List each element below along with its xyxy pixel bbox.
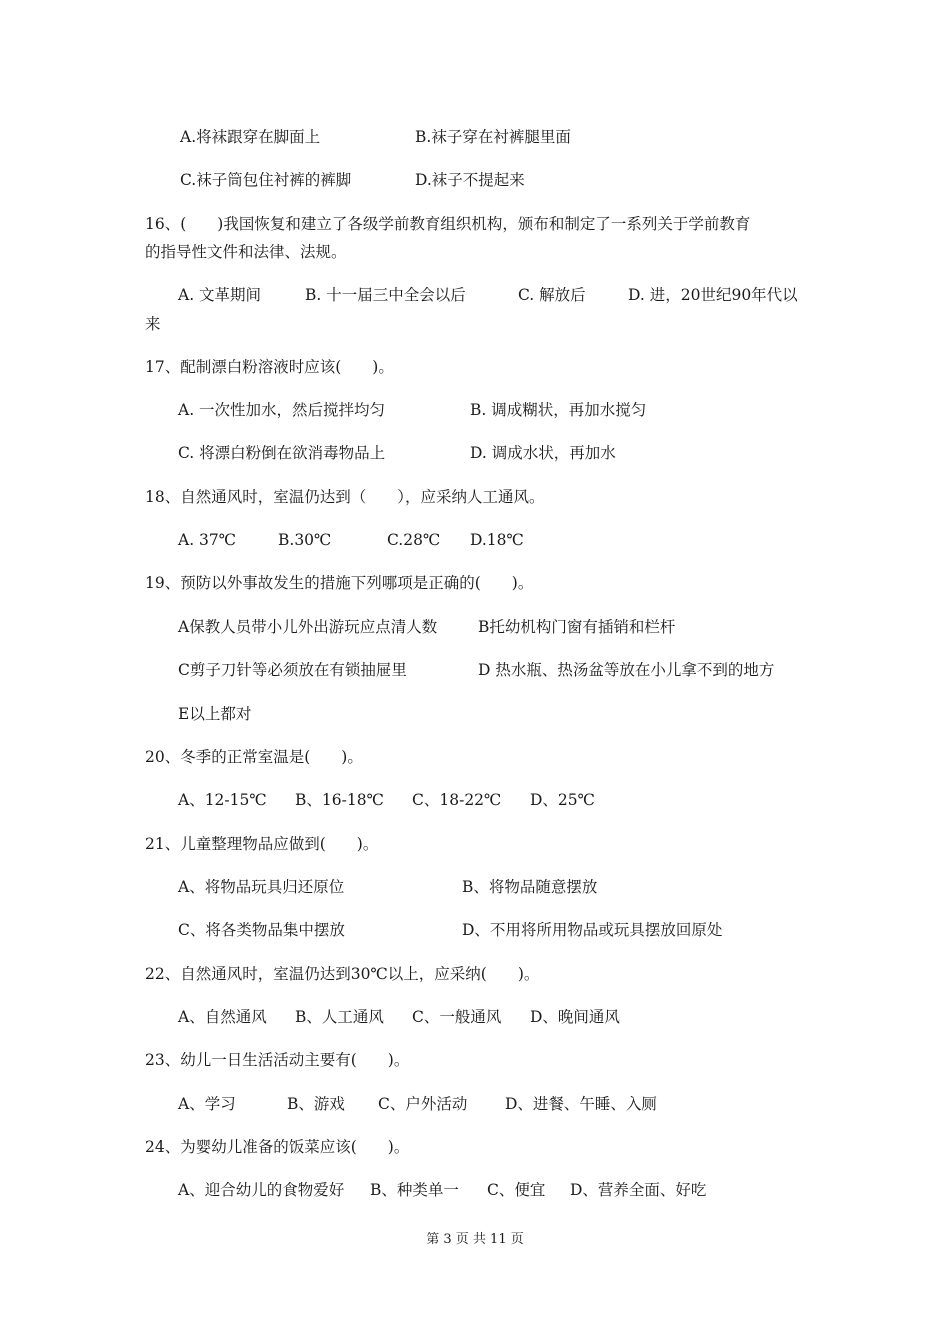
q20-option-b: B、16-18℃ bbox=[295, 791, 384, 809]
q22-option-c: C、一般通风 bbox=[412, 1008, 502, 1026]
q18-option-b: B.30℃ bbox=[278, 531, 332, 549]
q24-option-a: A、迎合幼儿的食物爱好 bbox=[178, 1181, 345, 1199]
q19-option-e: E以上都对 bbox=[178, 705, 252, 723]
q20-option-c: C、18-22℃ bbox=[412, 791, 502, 809]
q16-option-a: A. 文革期间 bbox=[178, 286, 262, 304]
q16-option-c: C. 解放后 bbox=[518, 286, 586, 304]
q23-stem: 23、幼儿一日生活活动主要有( )。 bbox=[145, 1051, 410, 1069]
q21-option-b: B、将物品随意摆放 bbox=[462, 878, 598, 896]
q17-stem: 17、配制漂白粉溶液时应该( )。 bbox=[145, 358, 394, 376]
q18-option-d: D.18℃ bbox=[470, 531, 524, 549]
q17-option-b: B. 调成糊状，再加水搅匀 bbox=[470, 401, 647, 419]
q17-option-c: C. 将漂白粉倒在欲消毒物品上 bbox=[178, 444, 386, 462]
q24-option-d: D、营养全面、好吃 bbox=[570, 1181, 707, 1199]
q22-option-d: D、晚间通风 bbox=[530, 1008, 620, 1026]
q19-stem: 19、预防以外事故发生的措施下列哪项是正确的( )。 bbox=[145, 574, 534, 592]
q19-option-a: A保教人员带小儿外出游玩应点清人数 bbox=[178, 618, 438, 636]
q19-option-c: C剪子刀针等必须放在有锁抽屉里 bbox=[178, 661, 407, 679]
page-footer: 第 3 页 共 11 页 bbox=[426, 1232, 524, 1247]
q21-option-a: A、将物品玩具归还原位 bbox=[178, 878, 345, 896]
q22-stem: 22、自然通风时，室温仍达到30℃以上，应采纳( )。 bbox=[145, 965, 540, 983]
q15-option-c: C.袜子筒包住衬裤的裤脚 bbox=[180, 171, 352, 189]
q22-option-a: A、自然通风 bbox=[178, 1008, 267, 1026]
q20-option-d: D、25℃ bbox=[530, 791, 595, 809]
q22-option-b: B、人工通风 bbox=[295, 1008, 384, 1026]
q23-option-d: D、进餐、午睡、入厕 bbox=[505, 1095, 657, 1113]
q16-stem-line2: 的指导性文件和法律、法规。 bbox=[145, 243, 347, 261]
q24-option-b: B、种类单一 bbox=[370, 1181, 459, 1199]
q19-option-b: B托幼机构门窗有插销和栏杆 bbox=[478, 618, 676, 636]
q23-option-c: C、户外活动 bbox=[378, 1095, 468, 1113]
q21-stem: 21、儿童整理物品应做到( )。 bbox=[145, 835, 379, 853]
q16-stem-line1: 16、( )我国恢复和建立了各级学前教育组织机构，颁布和制定了一系列关于学前教育 bbox=[145, 215, 751, 233]
q16-option-wrap: 来 bbox=[145, 315, 161, 333]
q21-option-d: D、不用将所用物品或玩具摆放回原处 bbox=[462, 921, 723, 939]
q24-option-c: C、便宜 bbox=[487, 1181, 546, 1199]
q15-option-a: A.将袜跟穿在脚面上 bbox=[180, 128, 321, 146]
q16-option-d: D. 进，20世纪90年代以 bbox=[628, 286, 798, 304]
q20-stem: 20、冬季的正常室温是( )。 bbox=[145, 748, 363, 766]
q18-stem: 18、自然通风时，室温仍达到（ ），应采纳人工通风。 bbox=[145, 488, 545, 506]
q21-option-c: C、将各类物品集中摆放 bbox=[178, 921, 345, 939]
q15-option-d: D.袜子不提起来 bbox=[415, 171, 525, 189]
q24-stem: 24、为婴幼儿准备的饭菜应该( )。 bbox=[145, 1138, 410, 1156]
q17-option-d: D. 调成水状，再加水 bbox=[470, 444, 616, 462]
q16-option-b: B. 十一届三中全会以后 bbox=[305, 286, 466, 304]
q15-option-b: B.袜子穿在衬裤腿里面 bbox=[415, 128, 571, 146]
q19-option-d: D 热水瓶、热汤盆等放在小儿拿不到的地方 bbox=[478, 661, 775, 679]
q23-option-a: A、学习 bbox=[178, 1095, 236, 1113]
q23-option-b: B、游戏 bbox=[287, 1095, 345, 1113]
q18-option-a: A. 37℃ bbox=[178, 531, 237, 549]
q17-option-a: A. 一次性加水，然后搅拌均匀 bbox=[178, 401, 386, 419]
q20-option-a: A、12-15℃ bbox=[178, 791, 267, 809]
q18-option-c: C.28℃ bbox=[387, 531, 441, 549]
